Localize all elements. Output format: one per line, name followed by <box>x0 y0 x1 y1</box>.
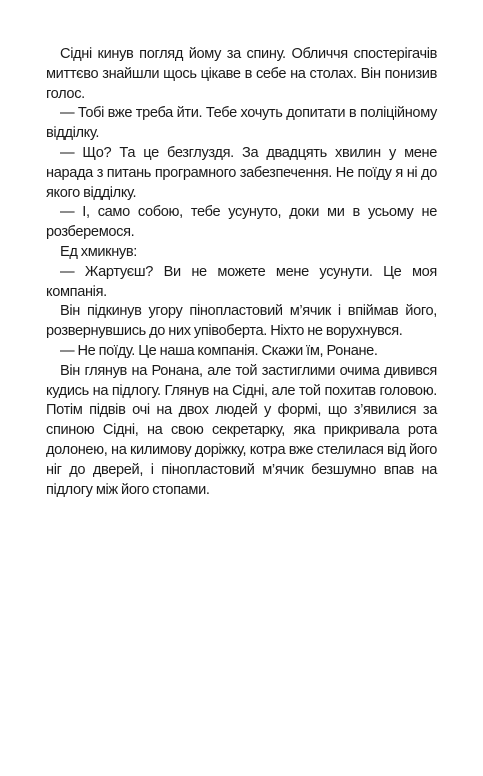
book-page <box>46 45 437 500</box>
paragraph-6: — Жартуєш? Ви не можете мене усунути. Це моя компанія. <box>46 263 437 300</box>
paragraph-7: Він підкинув угору пінопластовий м’ячик і впіймав його, розвернувшись до них упівоберта. Ніхто не ворухнувся. <box>46 303 437 340</box>
paragraph-5: Ед хмикнув: <box>60 243 137 260</box>
paragraph-8: — Не поїду. Це наша компанія. Скажи їм, Ронане. <box>60 342 378 359</box>
paragraph-9: Він глянув на Ронана, але той застиглими очима дивився кудись на підлогу. Глянув на Сідні, але той похитав головою. Потім підвів очі на двох людей у формі, що з’явилися за спиною Сідні, на свою секретарку, яка прикривала рота долонею, на килимову доріжку, котра вже стелилася від його ніг до дверей, і пінопластовий м’ячик безшумно впав на підлогу між його стопами. <box>46 362 437 498</box>
paragraph-1: Сідні кинув погляд йому за спину. Обличчя спостерігачів миттєво знайшли щось цікаве в себе на столах. Він понизив голос. <box>46 46 437 102</box>
paragraph-4: — І, само собою, тебе усунуто, доки ми в усьому не розберемося. <box>46 204 437 241</box>
paragraph-2: — Тобі вже треба йти. Тебе хочуть допитати в поліційному відділку. <box>46 105 437 142</box>
paragraph-3: — Що? Та це безглуздя. За двадцять хвилин у мене нарада з питань програмного забезпечення. Не поїду я ні до якого відділку. <box>46 144 437 201</box>
